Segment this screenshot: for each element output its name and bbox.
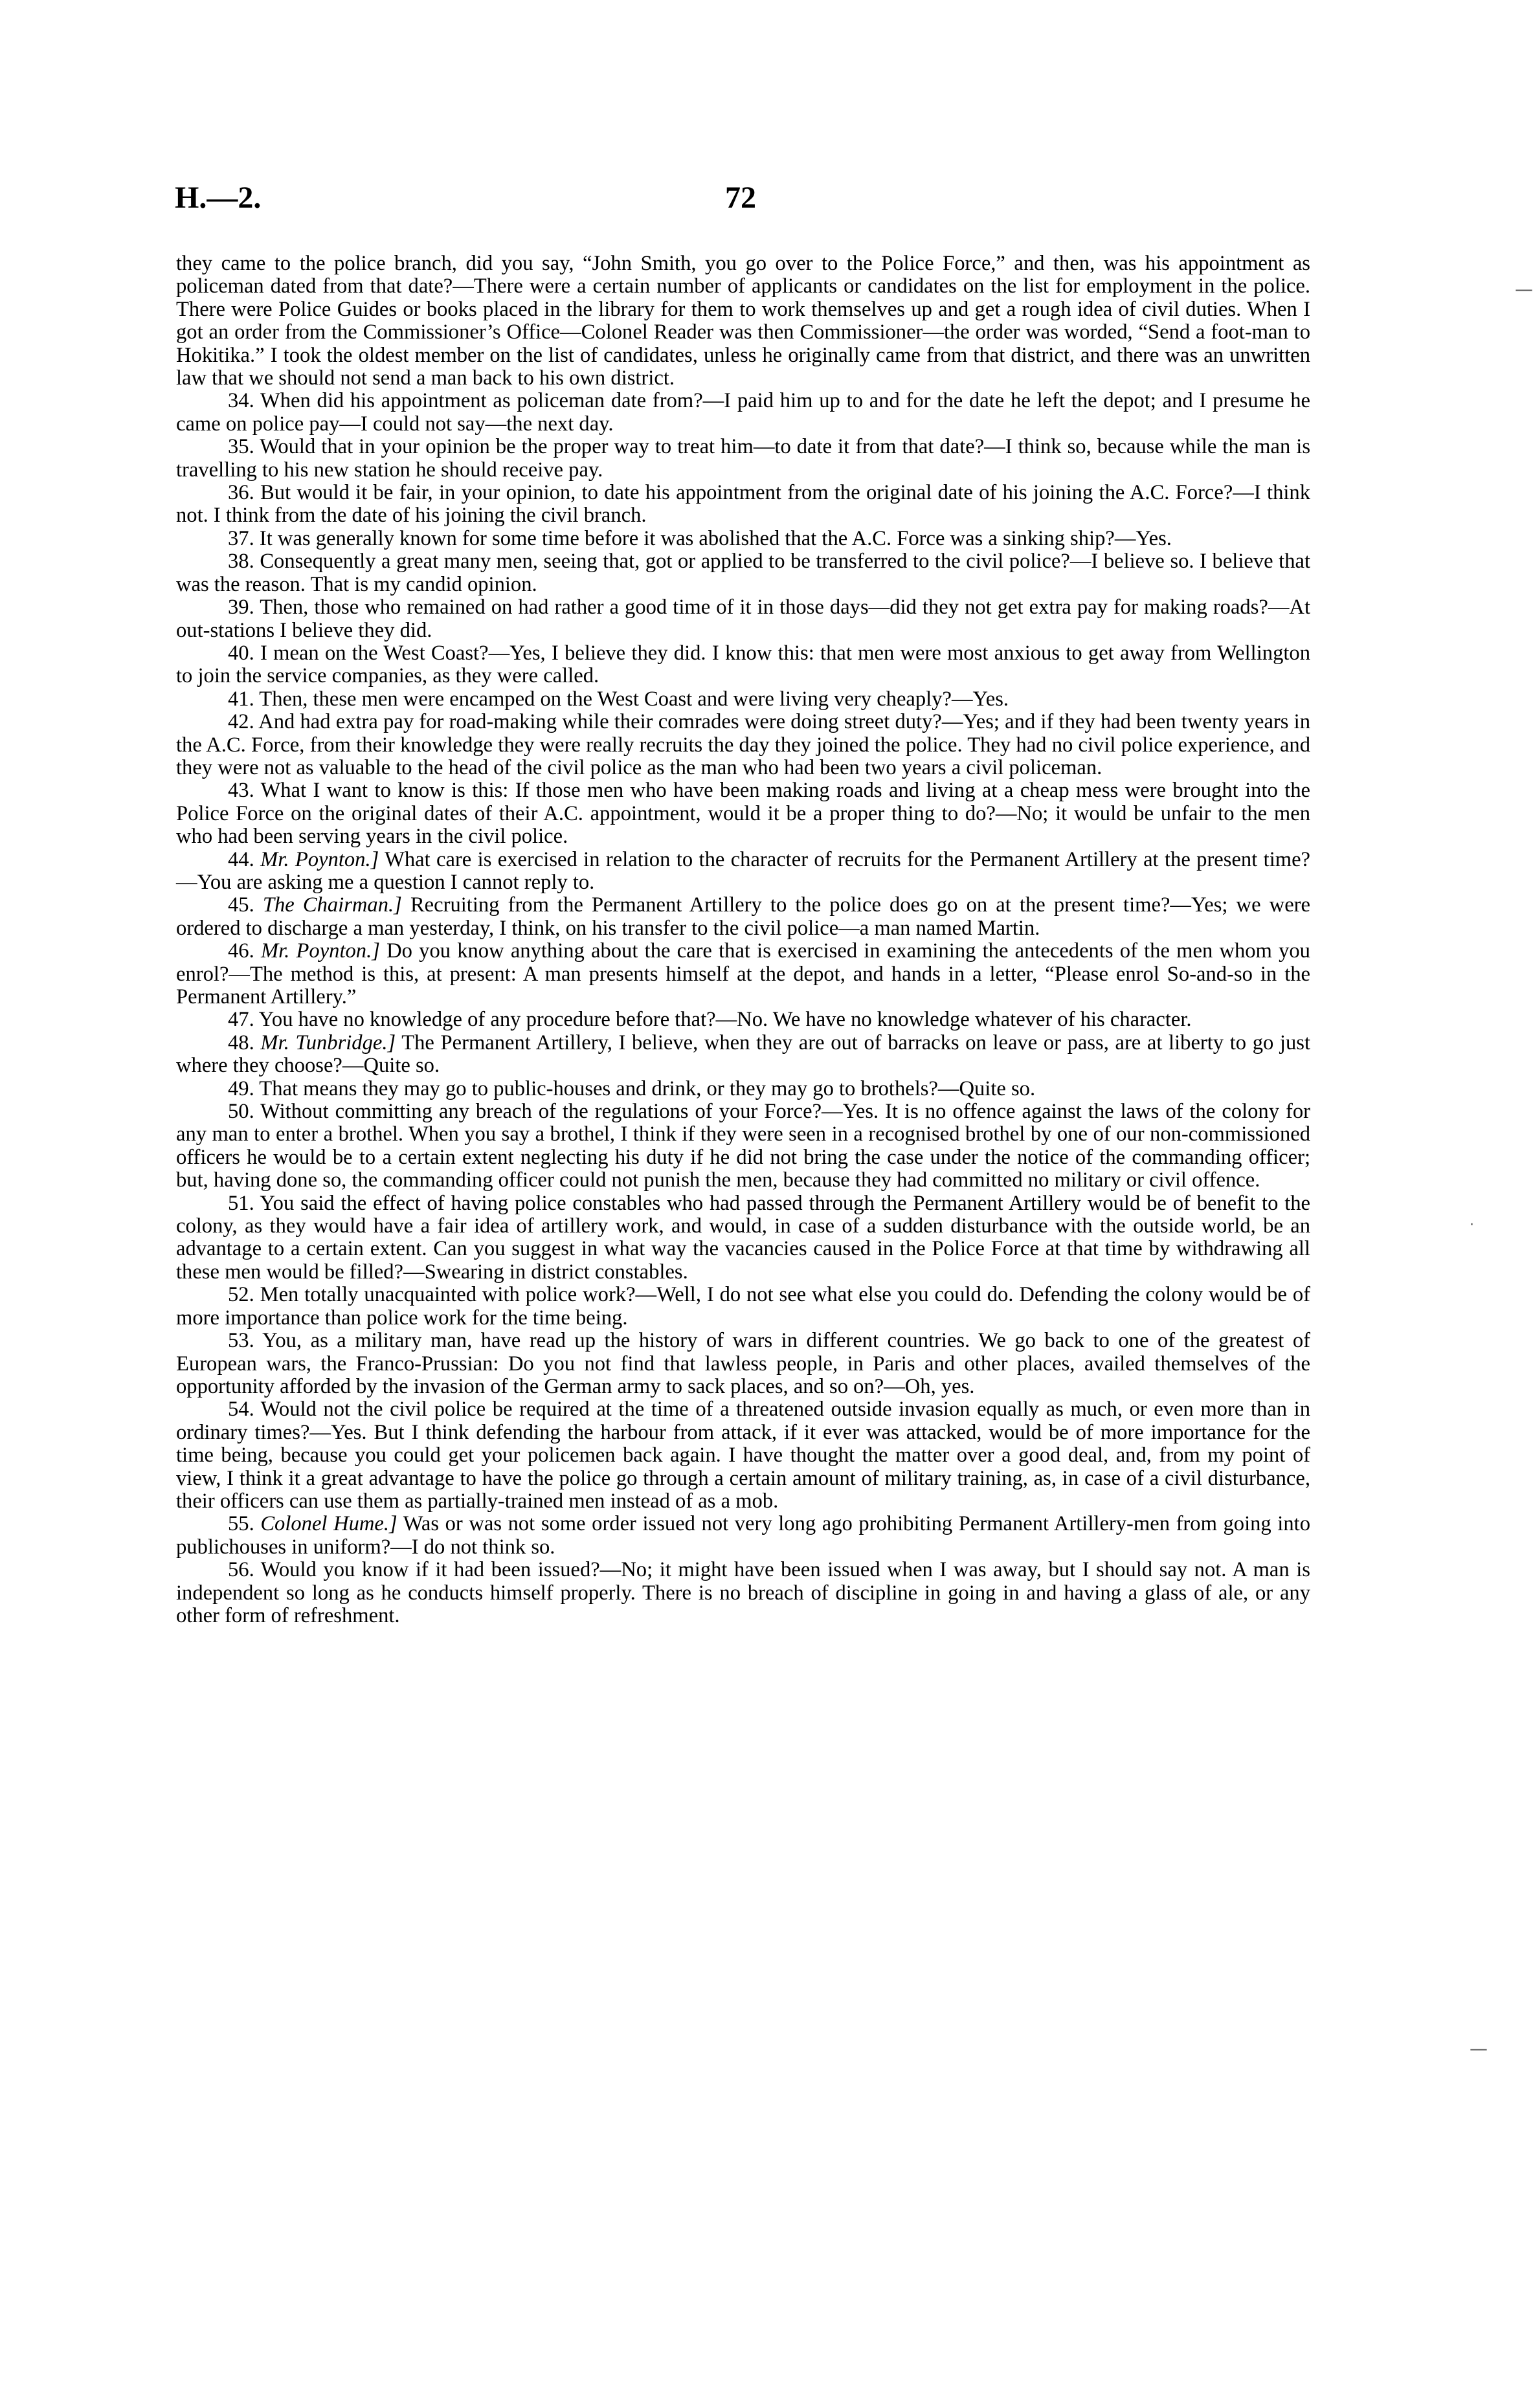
question-number: 43. bbox=[228, 779, 254, 803]
question-43 bbox=[176, 779, 1310, 848]
question-number: 42. bbox=[228, 710, 254, 734]
question-35 bbox=[176, 436, 1310, 482]
paragraph-text: That means they may go to public-houses and drink, or they may go to brothels?—Quite so. bbox=[259, 1076, 1036, 1100]
speaker-name: Mr. Tunbridge.] bbox=[260, 1031, 396, 1054]
paragraph-text: But would it be fair, in your opinion, to date his appointment from the original date of his joining the A.C. Force?—I think not. I think from the date of his joining the civil branch. bbox=[176, 481, 1310, 528]
paragraph-text: When did his appointment as policeman date from?—I paid him up to and for the date he left the depot; and I presume he came on police pay—I could not say—the next day. bbox=[176, 389, 1310, 436]
question-46 bbox=[176, 940, 1310, 1009]
question-34 bbox=[176, 390, 1310, 436]
question-42 bbox=[176, 711, 1310, 779]
question-53 bbox=[176, 1330, 1310, 1398]
paragraph-text: Men totally unacquainted with police work?—Well, I do not see what else you could do. Defending the colony would be of more importance than police work for the time being. bbox=[176, 1283, 1310, 1330]
question-number: 50. bbox=[228, 1100, 254, 1124]
question-52 bbox=[176, 1284, 1310, 1330]
document-reference: H.—2. bbox=[175, 181, 262, 215]
question-48 bbox=[176, 1032, 1310, 1078]
question-number: 51. bbox=[228, 1191, 254, 1215]
paragraph-text: Do you know anything about the care that is exercised in examining the antecedents of the men whom you enrol?—The method is this, at present: A man presents himself at the depot, and hands in a letter, “Please enrol So-and-so in the Permanent Artillery.” bbox=[176, 939, 1310, 1009]
paragraph-text: Would you know if it had been issued?—No; it might have been issued when I was away, but I should say not. A man is independent so long as he conducts himself properly. There is no breach of discipline in going in and having a glass of ale, or any other form of refreshment. bbox=[176, 1558, 1310, 1627]
question-number: 45. bbox=[228, 893, 254, 917]
question-number: 46. bbox=[228, 939, 254, 963]
paragraph-text: What I want to know is this: If those men who have been making roads and living at a cheap mess were brought into the Police Force on the original dates of their A.C. appointment, would it be a proper thing to do?—No; it would be unfair to the men who had been serving years in the civil police. bbox=[176, 779, 1310, 849]
question-44 bbox=[176, 849, 1310, 895]
question-54 bbox=[176, 1398, 1310, 1513]
paragraph-continuation bbox=[176, 252, 1310, 390]
question-49 bbox=[176, 1078, 1310, 1100]
paragraph-text: Would that in your opinion be the proper way to treat him—to date it from that date?—I think so, because while the man is travelling to his new station he should receive pay. bbox=[176, 435, 1310, 482]
question-number: 35. bbox=[228, 435, 254, 459]
question-number: 41. bbox=[228, 687, 254, 711]
paragraph-text: It was generally known for some time before it was abolished that the A.C. Force was a sinking ship?—Yes. bbox=[259, 526, 1172, 550]
question-number: 37. bbox=[228, 526, 254, 550]
paragraph-text: they came to the police branch, did you say, “John Smith, you go over to the Police Force,” and then, was his appointment as policeman dated from that date?—There were a certain number of applicants or candidates on the list for employment in the police. There were Police Guides or books placed in the library for them to work themselves up and get a rough idea of civil duties. When I got an order from the Commissioner’s Office—Colonel Reader was then Commissioner—the order was worded, “Send a foot-man to Hokitika.” I took the oldest member on the list of candidates, unless he originally came from that district, and there was an unwritten law that we should not send a man back to his own district. bbox=[176, 252, 1310, 390]
paragraph-text: Was or was not some order issued not very long ago prohibiting Permanent Artillery-men from going into publichouses in uniform?—I do not think so. bbox=[176, 1512, 1310, 1559]
question-55 bbox=[176, 1513, 1310, 1559]
body-text bbox=[176, 252, 1310, 1627]
paragraph-text: Consequently a great many men, seeing that, got or applied to be transferred to the civil police?—I believe so. I believe that was the reason. That is my candid opinion. bbox=[176, 550, 1311, 596]
paragraph-text: You have no knowledge of any procedure before that?—No. We have no knowledge whatever of his character. bbox=[258, 1008, 1192, 1032]
paragraph-text: Recruiting from the Permanent Artillery to the police does go on at the present time?—Yes; we were ordered to discharge a man yesterday, I think, on his transfer to the civil police—a man named Martin. bbox=[176, 893, 1310, 940]
page-number: 72 bbox=[725, 181, 756, 215]
question-47 bbox=[176, 1009, 1310, 1031]
question-number: 49. bbox=[228, 1076, 254, 1100]
paragraph-text: You said the effect of having police constables who had passed through the Permanent Artillery would be of benefit to the colony, as they would have a fair idea of artillery work, and would, in case of a sudden disturbance with the outside world, be an advantage to a certain extent. Can you suggest in what way the vacancies caused in the Police Force at that time by withdrawing all these men would be filled?—Swearing in district constables. bbox=[176, 1191, 1311, 1284]
question-36 bbox=[176, 482, 1310, 528]
paragraph-text: And had extra pay for road-making while their comrades were doing street duty?—Yes; and if they had been twenty years in the A.C. Force, from their knowledge they were really recruits the day they joined the police. They had no civil police experience, and they were not as valuable to the head of the civil police as the man who had been two years a civil policeman. bbox=[176, 710, 1310, 779]
paragraph-text: Then, these men were encamped on the West Coast and were living very cheaply?—Yes. bbox=[259, 687, 1009, 711]
paragraph-text: What care is exercised in relation to the character of recruits for the Permanent Artillery at the present time?—You are asking me a question I cannot reply to. bbox=[176, 847, 1311, 894]
question-number: 44. bbox=[228, 847, 254, 871]
margin-dash-mark: — bbox=[1515, 278, 1533, 300]
question-39 bbox=[176, 596, 1310, 642]
question-45 bbox=[176, 894, 1310, 940]
speaker-name: Mr. Poynton.] bbox=[260, 939, 380, 963]
question-number: 47. bbox=[228, 1008, 254, 1032]
question-56 bbox=[176, 1559, 1310, 1627]
paragraph-text: The Permanent Artillery, I believe, when they are out of barracks on leave or pass, are at liberty to go just where they choose?—Quite so. bbox=[176, 1031, 1310, 1078]
paragraph-text: Without committing any breach of the regulations of your Force?—Yes. It is no offence against the laws of the colony for any man to enter a brothel. When you say a brothel, I think if they were seen in a recognised brothel by one of our non-commissioned officers he would be to a certain extent neglecting his duty if he did not bring the case under the notice of the commanding officer; but, having done so, the commanding officer could not punish the men, because they had committed no military or civil offence. bbox=[176, 1100, 1310, 1192]
question-number: 39. bbox=[228, 596, 254, 619]
question-number: 38. bbox=[228, 550, 254, 574]
question-number: 56. bbox=[228, 1558, 254, 1582]
question-number: 34. bbox=[228, 389, 254, 413]
question-number: 48. bbox=[228, 1031, 254, 1054]
question-number: 52. bbox=[228, 1283, 254, 1307]
question-number: 40. bbox=[228, 641, 254, 665]
question-number: 54. bbox=[228, 1398, 254, 1421]
margin-dot-mark: · bbox=[1470, 1217, 1474, 1233]
paragraph-text: I mean on the West Coast?—Yes, I believe they did. I know this: that men were most anxious to get away from Wellington to join the service companies, as they were called. bbox=[176, 641, 1310, 688]
question-40 bbox=[176, 642, 1310, 688]
paragraph-text: Would not the civil police be required at the time of a threatened outside invasion equally as much, or even more than in ordinary times?—Yes. But I think defending the harbour from attack, if it ever was attacked, would be of more importance for the time being, because you could get your policemen back again. I have thought the matter over a good deal, and, from my point of view, I think it a great advantage to have the police go through a certain amount of military training, as, in case of a civil disturbance, their officers can use them as partially-trained men instead of as a mob. bbox=[176, 1398, 1310, 1513]
speaker-name: Mr. Poynton.] bbox=[260, 847, 379, 871]
question-50 bbox=[176, 1100, 1310, 1192]
question-41 bbox=[176, 688, 1310, 711]
paragraph-text: You, as a military man, have read up the history of wars in different countries. We go back to one of the greatest of European wars, the Franco-Prussian: Do you not find that lawless people, in Paris and other places, availed themselves of the opportunity afforded by the invasion of the German army to sack places, and so on?—Oh, yes. bbox=[176, 1329, 1310, 1398]
question-37 bbox=[176, 528, 1310, 550]
speaker-name: Colonel Hume.] bbox=[260, 1512, 397, 1536]
paragraph-text: Then, those who remained on had rather a good time of it in those days—did they not get extra pay for making roads?—At out-stations I believe they did. bbox=[176, 596, 1311, 642]
question-51 bbox=[176, 1192, 1310, 1284]
question-number: 36. bbox=[228, 481, 254, 505]
speaker-name: The Chairman.] bbox=[262, 893, 402, 917]
margin-dash-mark: — bbox=[1470, 2038, 1488, 2059]
question-38 bbox=[176, 550, 1310, 596]
question-number: 55. bbox=[228, 1512, 254, 1536]
question-number: 53. bbox=[228, 1329, 254, 1353]
